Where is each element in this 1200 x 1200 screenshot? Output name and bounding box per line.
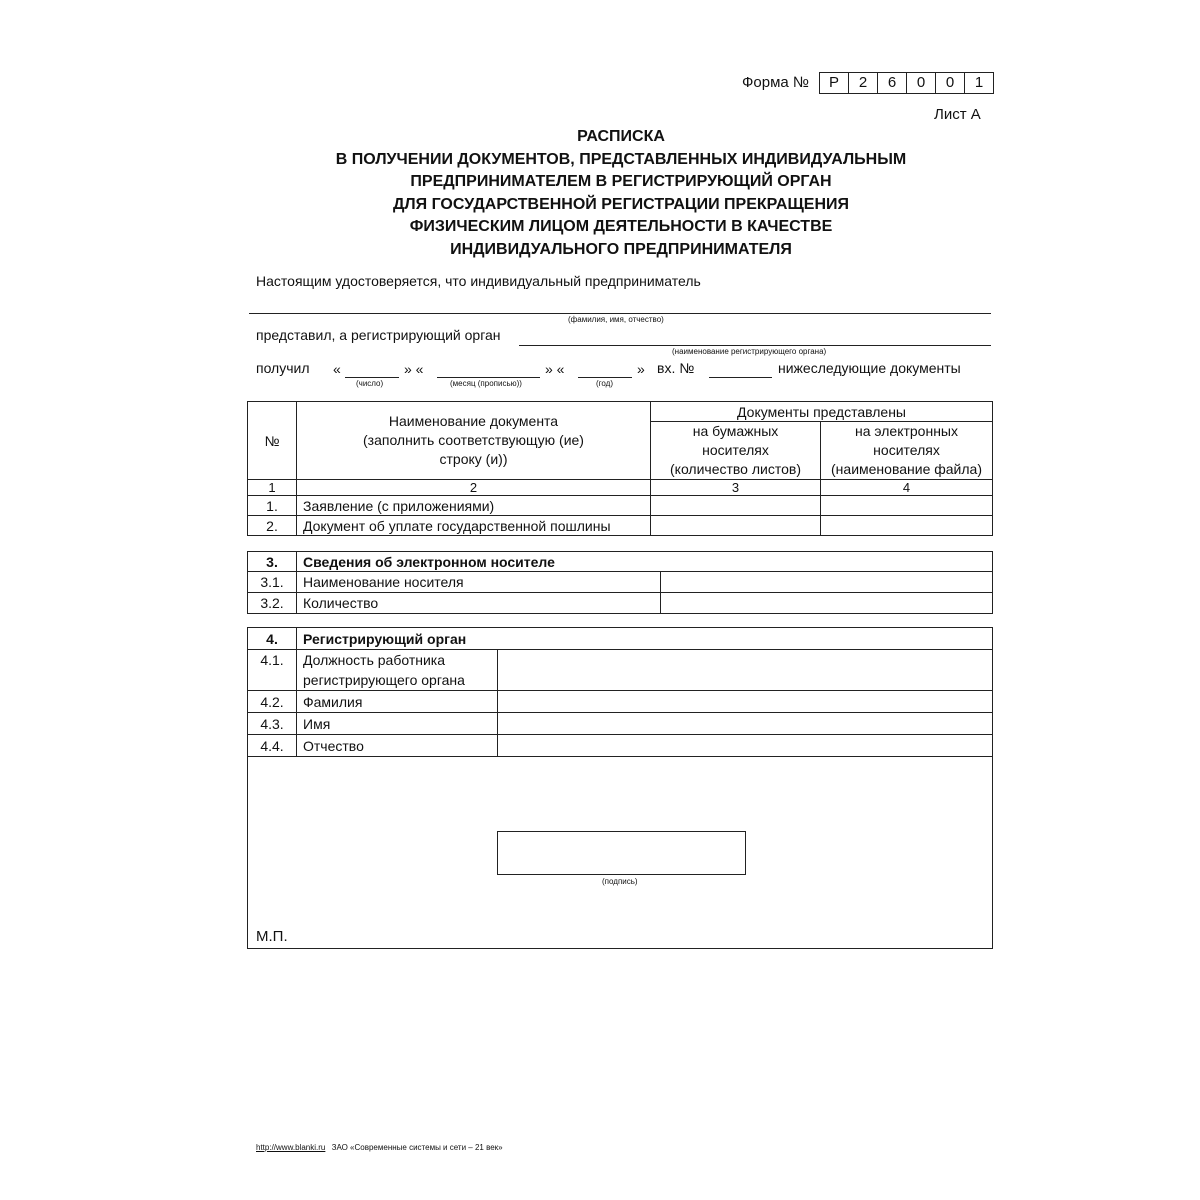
title-line: ПРЕДПРИНИМАТЕЛЕМ В РЕГИСТРИРУЮЩИЙ ОРГАН [410, 173, 832, 190]
row-number: 4.3. [248, 713, 297, 735]
row-value-cell[interactable] [661, 572, 993, 593]
form-code-cell: Р [820, 73, 849, 93]
col-header-paper-line: (количество листов) [670, 461, 801, 477]
col-number: 2 [297, 480, 651, 496]
following-docs-text: нижеследующие документы [778, 360, 961, 376]
organ-field[interactable] [519, 345, 991, 346]
row-number: 4.4. [248, 735, 297, 757]
row-paper-count-cell[interactable] [651, 516, 821, 536]
col-number: 4 [821, 480, 993, 496]
row-label [297, 650, 498, 691]
row-paper-count-cell[interactable] [651, 496, 821, 516]
col-number: 3 [651, 480, 821, 496]
row-value-cell[interactable] [498, 691, 993, 713]
signature-caption: (подпись) [602, 877, 638, 886]
col-header-paper [651, 422, 821, 480]
row-label: Наименование носителя [297, 572, 661, 593]
title-line: ИНДИВИДУАЛЬНОГО ПРЕДПРИНИМАТЕЛЯ [450, 240, 792, 258]
form-code-cell: 0 [907, 73, 936, 93]
row-value-cell[interactable] [498, 735, 993, 757]
month-caption: (месяц (прописью)) [450, 379, 522, 388]
row-number: 3.2. [248, 593, 297, 614]
section-heading: Регистрирующий орган [297, 628, 993, 650]
day-caption: (число) [356, 379, 384, 388]
row-label: Фамилия [297, 691, 498, 713]
table-row [248, 572, 993, 593]
section-number: 4. [248, 628, 297, 650]
table-row [248, 593, 993, 614]
incoming-no-label: вх. № [657, 360, 695, 376]
section-heading: Сведения об электронном носителе [297, 552, 993, 572]
row-label-line: Должность работника [303, 652, 446, 668]
form-number-label: Форма № [742, 74, 810, 91]
registering-authority-table [247, 627, 993, 757]
form-code-cells [819, 72, 994, 94]
table-row [248, 516, 993, 536]
row-label: Количество [297, 593, 661, 614]
organ-caption: (наименование регистрирующего органа) [672, 347, 827, 356]
row-number: 1. [248, 496, 297, 516]
footer-link[interactable]: http://www.blanki.ru [256, 1143, 326, 1152]
row-file-name-cell[interactable] [821, 496, 993, 516]
col-header-name-line: строку (и)) [439, 451, 508, 467]
table-row [248, 496, 993, 516]
intro-text: Настоящим удостоверяется, что индивидуальный предприниматель [256, 273, 701, 289]
title-line: ДЛЯ ГОСУДАРСТВЕННОЙ РЕГИСТРАЦИИ ПРЕКРАЩЕНИЯ [393, 195, 849, 213]
form-code-cell: 6 [878, 73, 907, 93]
col-header-paper-line: носителях [702, 442, 769, 458]
col-header-name [297, 402, 651, 480]
year-caption: (год) [596, 379, 614, 388]
quote-separator: » « [404, 361, 424, 377]
incoming-no-field[interactable] [709, 377, 772, 378]
row-document-name: Заявление (с приложениями) [297, 496, 651, 516]
day-field[interactable] [345, 377, 399, 378]
col-number: 1 [248, 480, 297, 496]
documents-table [247, 401, 993, 536]
row-document-name: Документ об уплате государственной пошлины [297, 516, 651, 536]
col-header-electronic-line: носителях [873, 442, 940, 458]
table-row [248, 691, 993, 713]
title-line: В ПОЛУЧЕНИИ ДОКУМЕНТОВ, ПРЕДСТАВЛЕННЫХ ИНДИВИДУАЛЬНЫМ [335, 150, 907, 168]
row-value-cell[interactable] [498, 713, 993, 735]
title-line: РАСПИСКА [577, 128, 665, 145]
table-row [248, 650, 993, 691]
row-number: 4.1. [248, 650, 297, 691]
year-field[interactable] [578, 377, 632, 378]
presented-text: представил, а регистрирующий орган [256, 327, 501, 343]
col-header-paper-line: на бумажных [692, 423, 779, 439]
col-header-no: № [248, 402, 297, 480]
quote-open: « [333, 361, 341, 377]
row-value-cell[interactable] [661, 593, 993, 614]
col-header-electronic [821, 422, 993, 480]
footer [256, 1143, 503, 1152]
section-number: 3. [248, 552, 297, 572]
title-line: ФИЗИЧЕСКИМ ЛИЦОМ ДЕЯТЕЛЬНОСТИ В КАЧЕСТВЕ [409, 218, 833, 235]
stamp-place-label: М.П. [256, 928, 288, 945]
row-number: 3.1. [248, 572, 297, 593]
table-row [248, 735, 993, 757]
col-header-name-line: Наименование документа [388, 413, 559, 429]
col-header-electronic-line: (наименование файла) [831, 461, 982, 477]
form-code-cell: 1 [974, 74, 984, 91]
col-header-electronic-line: на электронных [855, 423, 958, 439]
row-label: Отчество [297, 735, 498, 757]
fio-field[interactable] [249, 313, 991, 314]
signature-box[interactable] [497, 831, 746, 875]
fio-caption: (фамилия, имя, отчество) [568, 315, 664, 324]
row-file-name-cell[interactable] [821, 516, 993, 536]
row-label: Имя [297, 713, 498, 735]
row-label-line: регистрирующего органа [303, 672, 465, 688]
col-header-name-line: (заполнить соответствующую (ие) [363, 432, 584, 448]
form-code-cell: 2 [849, 73, 878, 93]
sheet-label: Лист А [934, 106, 981, 123]
quote-separator: » « [545, 361, 565, 377]
month-field[interactable] [437, 377, 540, 378]
col-header-presented: Документы представлены [651, 402, 993, 422]
row-value-cell[interactable] [498, 650, 993, 691]
received-text: получил [256, 360, 310, 376]
quote-close: » [637, 361, 645, 377]
row-number: 4.2. [248, 691, 297, 713]
row-number: 2. [248, 516, 297, 536]
table-row [248, 713, 993, 735]
footer-company: ЗАО «Современные системы и сети – 21 век» [331, 1143, 503, 1152]
electronic-media-table [247, 551, 993, 614]
form-code-cell: 0 [936, 73, 965, 93]
document-title [250, 126, 992, 261]
